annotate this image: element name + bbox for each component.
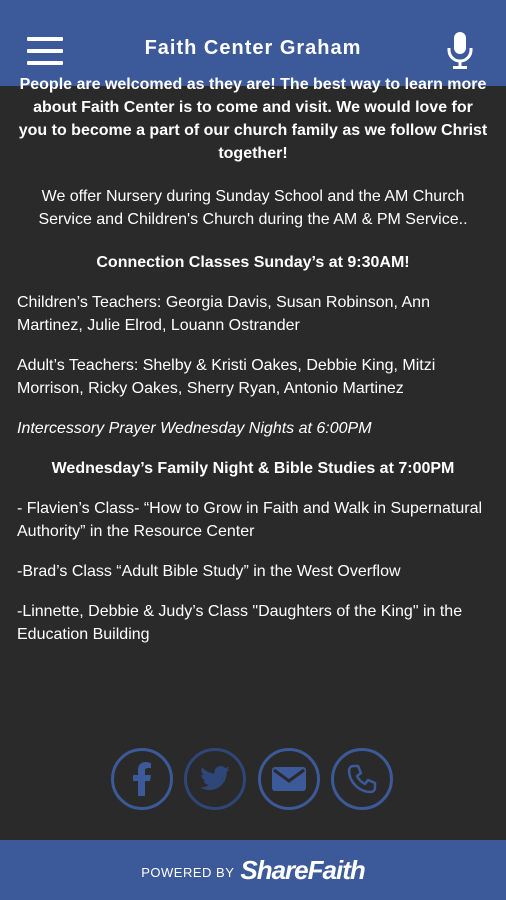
intercessory-prayer-text: Intercessory Prayer Wednesday Nights at 6:00PM — [17, 420, 372, 437]
class-brad-text: -Brad’s Class “Adult Bible Study” in the West Overflow — [17, 563, 401, 580]
wednesday-heading: Wednesday’s Family Night & Bible Studies at 7:00PM — [51, 460, 455, 477]
children-teachers-text: Children’s Teachers: Georgia Davis, Susan Robinson, Ann Martinez, Julie Elrod, Louann Ostrander — [17, 294, 430, 334]
email-icon[interactable] — [258, 748, 320, 810]
adult-teachers-text: Adult’s Teachers: Shelby & Kristi Oakes, Debbie King, Mitzi Morrison, Ricky Oakes, Sherry Ryan, Antonio Martinez — [17, 357, 436, 397]
class-flavien-text: - Flavien’s Class- “How to Grow in Faith and Walk in Supernatural Authority” in the Resource Center — [17, 500, 483, 540]
class-linnette-text: -Linnette, Debbie & Judy’s Class "Daughters of the King" in the Education Building — [17, 603, 463, 643]
twitter-icon[interactable] — [184, 748, 246, 810]
sharefaith-logo[interactable]: ShareFaith — [240, 854, 365, 885]
connection-heading: Connection Classes Sunday’s at 9:30AM! — [96, 254, 410, 271]
phone-icon[interactable] — [331, 748, 393, 810]
page-title: Faith Center Graham — [144, 36, 362, 59]
app-footer — [0, 840, 506, 900]
facebook-icon[interactable] — [111, 748, 173, 810]
intro-text: People are welcomed as they are! The best way to learn more about Faith Center is to come and visit. We would love for you to become a part of our church family as we follow Christ together! — [18, 76, 488, 162]
microphone-icon[interactable] — [446, 31, 474, 69]
powered-by-label: POWERED BY — [141, 864, 235, 880]
nursery-text: We offer Nursery during Sunday School and the AM Church Service and Children's Church during the AM & PM Service.. — [38, 188, 468, 228]
content-area[interactable] — [0, 76, 506, 746]
social-links — [111, 748, 393, 810]
hamburger-menu-icon[interactable] — [27, 37, 63, 65]
